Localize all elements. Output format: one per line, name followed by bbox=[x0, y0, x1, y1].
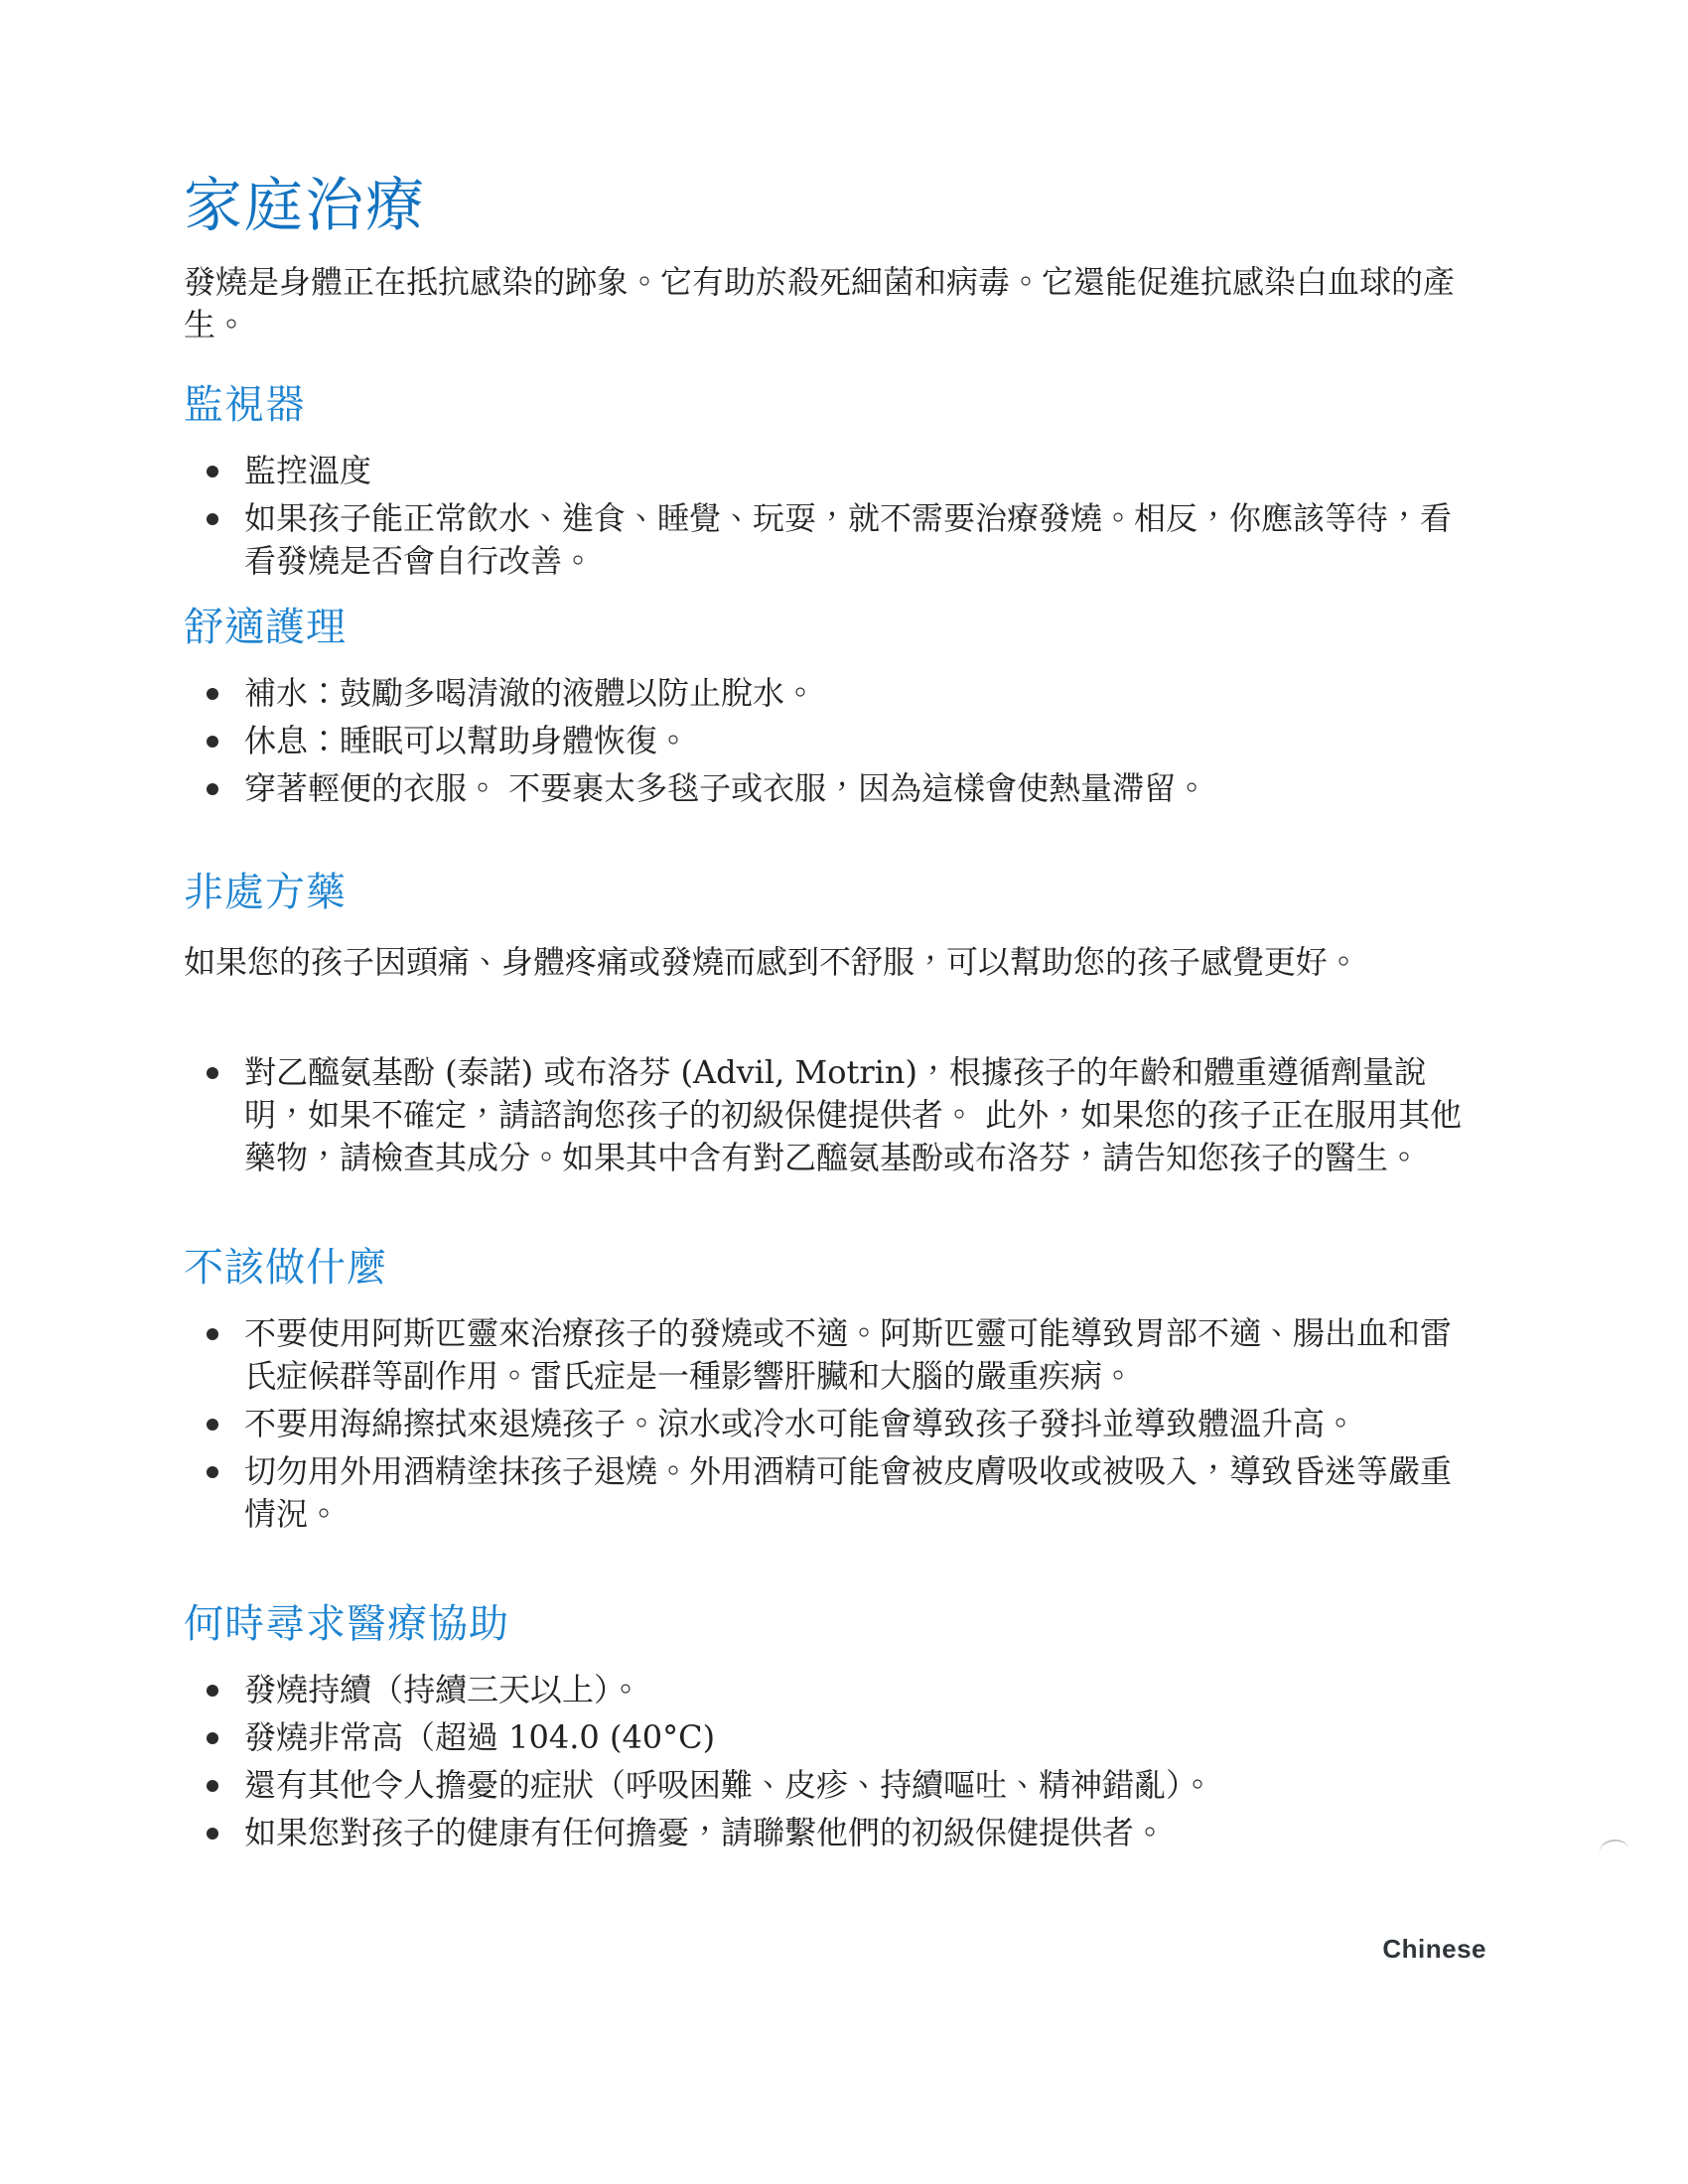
bullet-dot-icon bbox=[207, 783, 218, 795]
section-heading: 何時尋求醫療協助 bbox=[184, 1601, 509, 1647]
sections-container bbox=[184, 382, 1467, 1854]
section-otc-medicine bbox=[184, 870, 1467, 1179]
bullet-text: 穿著輕便的衣服。 不要裹太多毯子或衣服，因為這樣會使熱量滯留。 bbox=[244, 769, 1208, 807]
bullet-dot-icon bbox=[207, 1780, 218, 1792]
bullet-text: 還有其他令人擔憂的症狀（呼吸困難、皮疹、持續嘔吐、精神錯亂）。 bbox=[244, 1766, 1214, 1804]
bullet-dot-icon bbox=[207, 1732, 218, 1744]
bullet-dot-icon bbox=[207, 466, 218, 478]
bullet-list bbox=[184, 450, 1467, 583]
bullet-text: 不要使用阿斯匹靈來治療孩子的發燒或不適。阿斯匹靈可能導致胃部不適、腸出血和雷氏症候群等副作用。雷氏症是一種影響肝臟和大腦的嚴重疾病。 bbox=[244, 1314, 1453, 1395]
section-heading: 監視器 bbox=[184, 382, 306, 428]
bullet-item bbox=[184, 672, 1467, 715]
bullet-item bbox=[184, 1716, 1467, 1759]
bullet-item bbox=[184, 1450, 1467, 1536]
bullet-list bbox=[184, 672, 1467, 810]
bullet-dot-icon bbox=[207, 736, 218, 748]
intro-paragraph: 發燒是身體正在抵抗感染的跡象。它有助於殺死細菌和病毒。它還能促進抗感染白血球的產生。 bbox=[184, 263, 1456, 343]
section-what-not-to-do bbox=[184, 1245, 1467, 1536]
bullet-text: 補水：鼓勵多喝清澈的液體以防止脫水。 bbox=[244, 674, 817, 712]
bullet-item bbox=[184, 1312, 1467, 1398]
bullet-text: 休息：睡眠可以幫助身體恢復。 bbox=[244, 722, 690, 759]
bullet-text: 如果孩子能正常飲水、進食、睡覺、玩耍，就不需要治療發燒。相反，你應該等待，看看發燒是否會自行改善。 bbox=[244, 499, 1453, 580]
document-content bbox=[184, 171, 1467, 1859]
section-heading: 非處方藥 bbox=[184, 870, 347, 915]
bullet-dot-icon bbox=[207, 1828, 218, 1840]
section-intro: 如果您的孩子因頭痛、身體疼痛或發燒而感到不舒服，可以幫助您的孩子感覺更好。 bbox=[184, 943, 1360, 981]
bullet-dot-icon bbox=[207, 1466, 218, 1478]
bullet-text: 切勿用外用酒精塗抹孩子退燒。外用酒精可能會被皮膚吸收或被吸入，導致昏迷等嚴重情況。 bbox=[244, 1452, 1453, 1533]
bullet-dot-icon bbox=[207, 688, 218, 700]
section-monitor bbox=[184, 382, 1467, 583]
bullet-dot-icon bbox=[207, 1685, 218, 1697]
bullet-text: 不要用海綿擦拭來退燒孩子。涼水或冷水可能會導致孩子發抖並導致體溫升高。 bbox=[244, 1405, 1357, 1442]
bullet-item bbox=[184, 1812, 1467, 1854]
bullet-text: 發燒非常高（超過 104.0 (40°C) bbox=[244, 1718, 716, 1756]
section-heading: 舒適護理 bbox=[184, 605, 347, 650]
bullet-item bbox=[184, 497, 1467, 583]
section-heading: 不該做什麼 bbox=[184, 1245, 387, 1291]
scan-artifact-mark bbox=[1598, 1838, 1628, 1853]
bullet-dot-icon bbox=[207, 1328, 218, 1340]
bullet-item bbox=[184, 1669, 1467, 1711]
section-comfort-care bbox=[184, 605, 1467, 810]
bullet-text: 監控溫度 bbox=[244, 452, 372, 489]
bullet-item bbox=[184, 1764, 1467, 1807]
bullet-item bbox=[184, 720, 1467, 762]
bullet-item bbox=[184, 1403, 1467, 1445]
bullet-text: 對乙醯氨基酚 (泰諾) 或布洛芬 (Advil, Motrin)，根據孩子的年齡和體重遵循劑量說明，如果不確定，請諮詢您孩子的初級保健提供者。 此外，如果您的孩子正在服用其他藥物，請檢查其成分。如果其中含有對乙醯氨基酚或布洛芬，請告知您孩子的醫生。 bbox=[244, 1053, 1463, 1176]
bullet-text: 如果您對孩子的健康有任何擔憂，請聯繫他們的初級保健提供者。 bbox=[244, 1814, 1167, 1851]
bullet-list bbox=[184, 1051, 1467, 1179]
bullet-item bbox=[184, 1051, 1467, 1179]
bullet-item bbox=[184, 767, 1467, 810]
page-title: 家庭治療 bbox=[184, 171, 427, 239]
bullet-list bbox=[184, 1312, 1467, 1536]
bullet-dot-icon bbox=[207, 1419, 218, 1431]
bullet-text: 發燒持續（持續三天以上）。 bbox=[244, 1671, 642, 1708]
bullet-dot-icon bbox=[207, 513, 218, 525]
bullet-list bbox=[184, 1669, 1467, 1854]
section-when-to-seek-help bbox=[184, 1601, 1467, 1854]
bullet-dot-icon bbox=[207, 1067, 218, 1079]
bullet-item bbox=[184, 450, 1467, 492]
language-label: Chinese bbox=[1382, 1934, 1486, 1964]
